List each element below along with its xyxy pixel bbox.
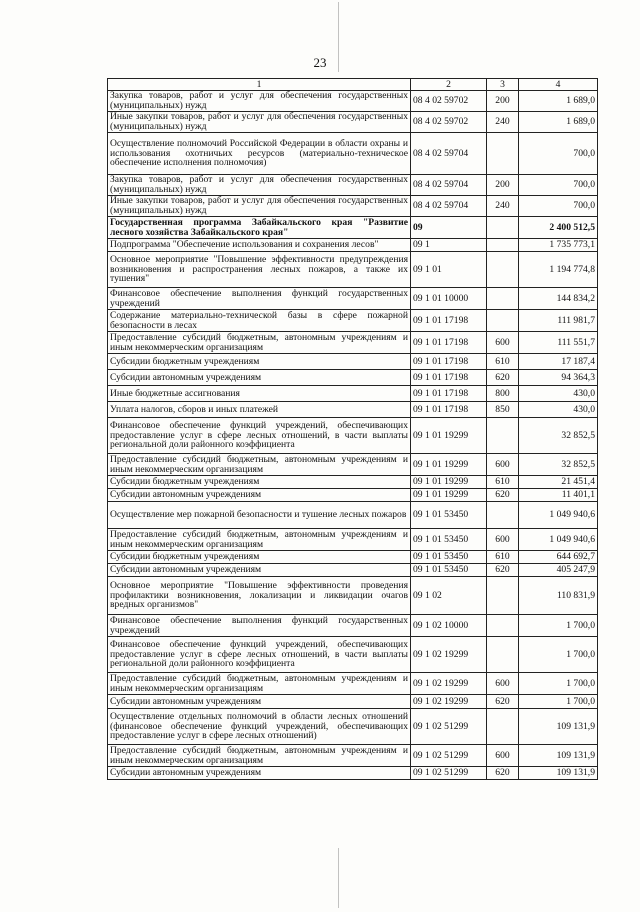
row-name-cell: Иные закупки товаров, работ и услуг для обеспечения государственных (муниципальных) нужд [108, 112, 411, 133]
row-sum-cell: 1 700,0 [519, 637, 598, 673]
table-row [108, 288, 598, 310]
column-header: 4 [519, 79, 598, 91]
row-sum-cell: 2 400 512,5 [519, 217, 598, 239]
row-name-cell: Субсидии бюджетным учреждениям [108, 354, 411, 370]
row-vr-cell: 610 [487, 476, 519, 489]
row-name-cell: Предоставление субсидий бюджетным, автономным учреждениям и иным некоммерческим организациям [108, 332, 411, 354]
row-code-cell: 08 4 02 59704 [411, 196, 487, 217]
table-row [108, 354, 598, 370]
row-name-cell: Субсидии автономным учреждениям [108, 489, 411, 502]
row-name-cell: Предоставление субсидий бюджетным, автономным учреждениям и иным некоммерческим организациям [108, 673, 411, 695]
column-header: 3 [487, 79, 519, 91]
table-row [108, 239, 598, 252]
column-header: 2 [411, 79, 487, 91]
row-name-cell: Иные бюджетные ассигнования [108, 386, 411, 402]
table-row [108, 577, 598, 615]
row-name-cell: Закупка товаров, работ и услуг для обеспечения государственных (муниципальных) нужд [108, 175, 411, 196]
row-code-cell: 09 1 01 53450 [411, 502, 487, 529]
row-sum-cell: 32 852,5 [519, 418, 598, 454]
row-code-cell: 09 1 02 51299 [411, 709, 487, 745]
row-vr-cell [487, 288, 519, 310]
row-code-cell: 09 1 02 19299 [411, 695, 487, 709]
table-row [108, 489, 598, 502]
row-vr-cell: 600 [487, 673, 519, 695]
row-name-cell: Субсидии автономным учреждениям [108, 767, 411, 780]
row-vr-cell [487, 637, 519, 673]
budget-table [107, 78, 598, 780]
row-code-cell: 09 1 01 19299 [411, 454, 487, 476]
row-sum-cell: 1 049 940,6 [519, 502, 598, 529]
table-row [108, 695, 598, 709]
row-code-cell: 08 4 02 59704 [411, 133, 487, 175]
table-row [108, 673, 598, 695]
row-sum-cell: 94 364,3 [519, 370, 598, 386]
row-name-cell: Субсидии бюджетным учреждениям [108, 551, 411, 564]
table-row [108, 217, 598, 239]
row-sum-cell: 700,0 [519, 175, 598, 196]
row-vr-cell [487, 310, 519, 332]
row-name-cell: Осуществление мер пожарной безопасности и тушение лесных пожаров [108, 502, 411, 529]
row-sum-cell: 21 451,4 [519, 476, 598, 489]
row-name-cell: Содержание материально-технической базы в сфере пожарной безопасности в лесах [108, 310, 411, 332]
row-vr-cell: 620 [487, 370, 519, 386]
row-sum-cell: 700,0 [519, 196, 598, 217]
row-code-cell: 09 1 01 10000 [411, 288, 487, 310]
table-row [108, 418, 598, 454]
row-name-cell: Субсидии автономным учреждениям [108, 564, 411, 577]
table-row [108, 386, 598, 402]
row-sum-cell: 430,0 [519, 402, 598, 418]
row-vr-cell: 600 [487, 745, 519, 767]
row-vr-cell: 620 [487, 767, 519, 780]
table-row [108, 402, 598, 418]
row-vr-cell: 200 [487, 91, 519, 112]
row-name-cell: Субсидии бюджетным учреждениям [108, 476, 411, 489]
row-vr-cell: 620 [487, 695, 519, 709]
table-row [108, 112, 598, 133]
row-name-cell: Основное мероприятие "Повышение эффективности предупреждения возникновения и распространения лесных пожаров, а также их тушения" [108, 252, 411, 288]
column-header: 1 [108, 79, 411, 91]
table-row [108, 564, 598, 577]
row-code-cell: 09 1 01 17198 [411, 402, 487, 418]
row-vr-cell [487, 615, 519, 637]
row-name-cell: Финансовое обеспечение выполнения функций государственных учреждений [108, 615, 411, 637]
row-code-cell: 08 4 02 59702 [411, 91, 487, 112]
row-code-cell: 08 4 02 59704 [411, 175, 487, 196]
row-code-cell: 09 1 01 [411, 252, 487, 288]
row-name-cell: Иные закупки товаров, работ и услуг для обеспечения государственных (муниципальных) нужд [108, 196, 411, 217]
row-name-cell: Предоставление субсидий бюджетным, автономным учреждениям и иным некоммерческим организациям [108, 745, 411, 767]
row-vr-cell [487, 252, 519, 288]
table-row [108, 370, 598, 386]
table-header-row [108, 79, 598, 91]
row-vr-cell: 240 [487, 196, 519, 217]
table-row [108, 709, 598, 745]
row-sum-cell: 1 049 940,6 [519, 529, 598, 551]
page-number: 23 [313, 55, 327, 70]
row-vr-cell: 800 [487, 386, 519, 402]
row-vr-cell [487, 418, 519, 454]
row-code-cell: 09 1 01 19299 [411, 476, 487, 489]
row-code-cell: 09 1 01 53450 [411, 529, 487, 551]
table-row [108, 745, 598, 767]
table-row [108, 196, 598, 217]
row-vr-cell: 610 [487, 551, 519, 564]
row-sum-cell: 109 131,9 [519, 709, 598, 745]
row-name-cell: Предоставление субсидий бюджетным, автономным учреждениям и иным некоммерческим организациям [108, 454, 411, 476]
scan-fold-line [338, 2, 339, 72]
row-sum-cell: 17 187,4 [519, 354, 598, 370]
table-row [108, 529, 598, 551]
row-name-cell: Государственная программа Забайкальского края "Развитие лесного хозяйства Забайкальского края" [108, 217, 411, 239]
row-code-cell: 09 1 01 53450 [411, 551, 487, 564]
row-name-cell: Предоставление субсидий бюджетным, автономным учреждениям и иным некоммерческим организациям [108, 529, 411, 551]
row-vr-cell: 200 [487, 175, 519, 196]
row-name-cell: Финансовое обеспечение выполнения функций государственных учреждений [108, 288, 411, 310]
row-sum-cell: 144 834,2 [519, 288, 598, 310]
row-code-cell: 09 1 02 51299 [411, 745, 487, 767]
row-sum-cell: 111 551,7 [519, 332, 598, 354]
row-vr-cell [487, 239, 519, 252]
row-vr-cell [487, 709, 519, 745]
table-row [108, 252, 598, 288]
row-sum-cell: 1 735 773,1 [519, 239, 598, 252]
table-row [108, 133, 598, 175]
row-name-cell: Субсидии автономным учреждениям [108, 695, 411, 709]
row-name-cell: Подпрограмма "Обеспечение использования и сохранения лесов" [108, 239, 411, 252]
row-sum-cell: 109 131,9 [519, 745, 598, 767]
row-code-cell: 09 [411, 217, 487, 239]
row-name-cell: Осуществление отдельных полномочий в области лесных отношений (финансовое обеспечение функций учреждений, обеспечивающих предоставление услуг в сфере лесных отношений) [108, 709, 411, 745]
row-sum-cell: 430,0 [519, 386, 598, 402]
row-code-cell: 09 1 01 19299 [411, 418, 487, 454]
row-name-cell: Субсидии автономным учреждениям [108, 370, 411, 386]
row-vr-cell: 600 [487, 529, 519, 551]
table-row [108, 476, 598, 489]
row-sum-cell: 700,0 [519, 133, 598, 175]
row-name-cell: Основное мероприятие "Повышение эффективности проведения профилактики возникновения, локализации и ликвидации очагов вредных организмов" [108, 577, 411, 615]
row-code-cell: 08 4 02 59702 [411, 112, 487, 133]
row-vr-cell: 240 [487, 112, 519, 133]
table-row [108, 767, 598, 780]
row-sum-cell: 1 689,0 [519, 91, 598, 112]
row-code-cell: 09 1 [411, 239, 487, 252]
row-sum-cell: 1 194 774,8 [519, 252, 598, 288]
row-name-cell: Уплата налогов, сборов и иных платежей [108, 402, 411, 418]
row-code-cell: 09 1 02 [411, 577, 487, 615]
table-row [108, 637, 598, 673]
row-sum-cell: 1 700,0 [519, 695, 598, 709]
row-vr-cell: 600 [487, 332, 519, 354]
row-sum-cell: 11 401,1 [519, 489, 598, 502]
row-sum-cell: 32 852,5 [519, 454, 598, 476]
row-name-cell: Закупка товаров, работ и услуг для обеспечения государственных (муниципальных) нужд [108, 91, 411, 112]
row-vr-cell: 610 [487, 354, 519, 370]
row-sum-cell: 405 247,9 [519, 564, 598, 577]
table-row [108, 310, 598, 332]
table-row [108, 551, 598, 564]
row-code-cell: 09 1 01 53450 [411, 564, 487, 577]
scan-fold-line [338, 848, 339, 908]
row-sum-cell: 1 700,0 [519, 673, 598, 695]
row-name-cell: Финансовое обеспечение функций учреждений, обеспечивающих предоставление услуг в сфере лесных отношений, в части выплаты региональной доли районного коэффициента [108, 637, 411, 673]
row-vr-cell [487, 577, 519, 615]
row-code-cell: 09 1 02 51299 [411, 767, 487, 780]
row-name-cell: Осуществление полномочий Российской Федерации в области охраны и использования охотничьих ресурсов (материально-техническое обеспечение исполнения полномочия) [108, 133, 411, 175]
row-sum-cell: 1 700,0 [519, 615, 598, 637]
row-sum-cell: 110 831,9 [519, 577, 598, 615]
row-sum-cell: 644 692,7 [519, 551, 598, 564]
row-sum-cell: 109 131,9 [519, 767, 598, 780]
table-row [108, 175, 598, 196]
row-code-cell: 09 1 01 17198 [411, 332, 487, 354]
row-code-cell: 09 1 01 19299 [411, 489, 487, 502]
row-code-cell: 09 1 02 10000 [411, 615, 487, 637]
row-code-cell: 09 1 01 17198 [411, 386, 487, 402]
row-vr-cell [487, 217, 519, 239]
row-code-cell: 09 1 01 17198 [411, 354, 487, 370]
row-name-cell: Финансовое обеспечение функций учреждений, обеспечивающих предоставление услуг в сфере лесных отношений, в части выплаты региональной доли районного коэффициента [108, 418, 411, 454]
row-vr-cell: 620 [487, 564, 519, 577]
row-vr-cell: 600 [487, 454, 519, 476]
row-vr-cell: 620 [487, 489, 519, 502]
row-vr-cell [487, 133, 519, 175]
row-vr-cell: 850 [487, 402, 519, 418]
row-code-cell: 09 1 01 17198 [411, 310, 487, 332]
table-row [108, 615, 598, 637]
table-body [108, 91, 598, 780]
table-row [108, 502, 598, 529]
row-sum-cell: 111 981,7 [519, 310, 598, 332]
row-vr-cell [487, 502, 519, 529]
row-code-cell: 09 1 02 19299 [411, 673, 487, 695]
row-code-cell: 09 1 02 19299 [411, 637, 487, 673]
table-row [108, 332, 598, 354]
table-row [108, 454, 598, 476]
row-code-cell: 09 1 01 17198 [411, 370, 487, 386]
table-row [108, 91, 598, 112]
row-sum-cell: 1 689,0 [519, 112, 598, 133]
